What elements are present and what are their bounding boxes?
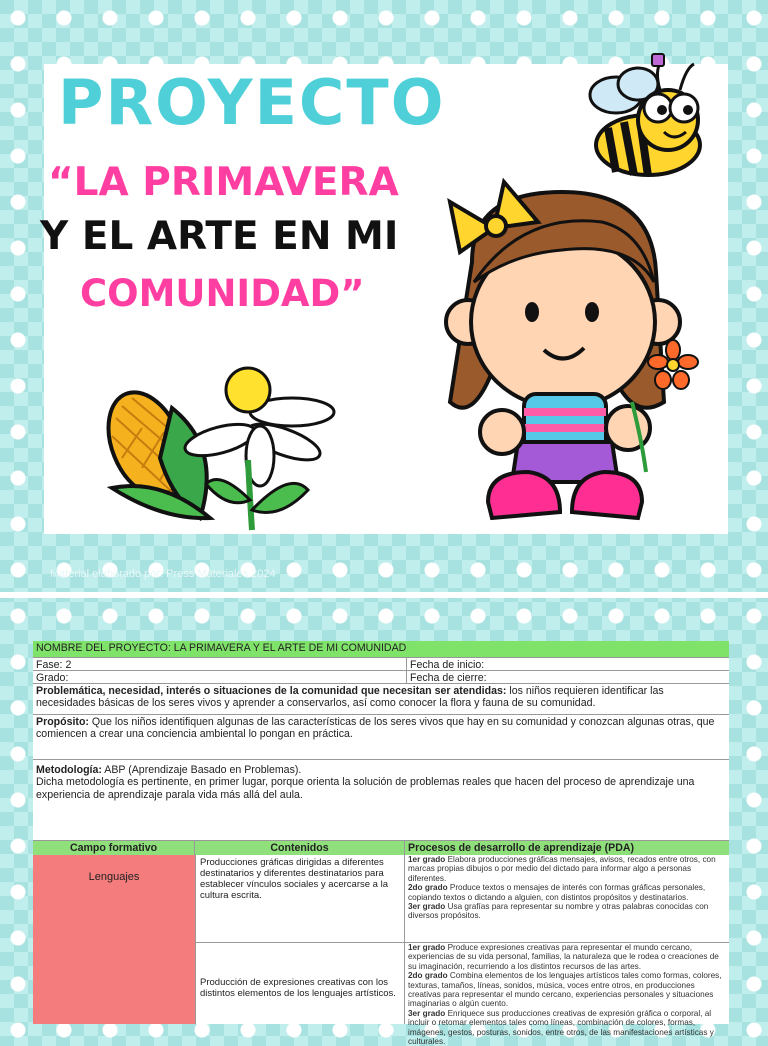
proposito-row bbox=[33, 714, 729, 759]
bee-icon bbox=[576, 50, 724, 180]
problematica-label: Problemática, necesidad, interés o situaciones de la comunidad que necesitan ser atendidas: bbox=[36, 685, 507, 697]
pda-text: Enriquece sus producciones creativas de expresión gráfica o corporal, al incluir o retomar elementos tales como líneas, combinación de colores, formas, imágenes, gestos, posturas, sonidos, entre otros, de las manifestaciones artísticas y culturales. bbox=[408, 1008, 714, 1046]
cover-title: PROYECTO bbox=[58, 66, 446, 139]
grado-row bbox=[33, 670, 729, 683]
fecha-cierre-cell: Fecha de cierre: bbox=[410, 672, 487, 684]
pda-2-cell bbox=[405, 943, 729, 1046]
pda-2-grado-2 bbox=[408, 971, 726, 1009]
proposito-label: Propósito: bbox=[36, 716, 89, 728]
fase-cell: Fase: 2 bbox=[33, 658, 407, 670]
pda-1-grado-1 bbox=[408, 855, 726, 883]
metodologia-description: Dicha metodología es pertinente, en primer lugar, porque orienta la solución de problemas reales que hacen del proceso de aprendizaje una experiencia de aprendizaje parala vida más allá del aula. bbox=[36, 776, 695, 801]
pda-grado-label: 2do grado bbox=[408, 883, 448, 893]
column-header-pda: Procesos de desarrollo de aprendizaje (PDA) bbox=[408, 842, 635, 854]
grado-cell: Grado: bbox=[33, 671, 407, 683]
planning-sheet-page bbox=[0, 598, 768, 1046]
fase-row bbox=[33, 657, 729, 670]
daisy-flower-icon bbox=[180, 360, 340, 530]
column-header-row bbox=[33, 840, 729, 855]
problematica-row bbox=[33, 683, 729, 714]
metodologia-row bbox=[33, 759, 729, 840]
pda-text: Produce expresiones creativas para representar el mundo cercano, experiencias de su vida personal, familias, la naturaleza que le rodea o creaciones de su imaginación, recurriendo a los distintos recursos de las artes. bbox=[408, 943, 719, 971]
pda-grado-label: 2do grado bbox=[408, 971, 448, 981]
campo-formativo-label: Lenguajes bbox=[88, 871, 140, 883]
pda-text: Usa grafías para representar su nombre y otras palabras conocidas con diversos propósitos. bbox=[408, 902, 709, 921]
pda-grado-label: 3er grado bbox=[408, 902, 446, 912]
pda-grado-label: 1er grado bbox=[408, 943, 446, 952]
metodologia-text: ABP (Aprendizaje Basado en Problemas). bbox=[101, 764, 302, 776]
column-header-contenidos: Contenidos bbox=[195, 841, 405, 855]
pda-text: Produce textos o mensajes de interés con formas gráficas personales, copiando textos o dictando a alguien, con distintos propósitos y destinatarios. bbox=[408, 883, 706, 902]
pda-1-cell bbox=[405, 855, 729, 942]
table-body bbox=[33, 855, 729, 1046]
pda-grado-label: 3er grado bbox=[408, 1008, 446, 1018]
pda-grado-label: 1er grado bbox=[408, 855, 446, 864]
orange-flower-icon bbox=[648, 340, 698, 390]
pda-1-grado-2 bbox=[408, 883, 726, 902]
cover-credit: Material elaborado por: Press Materiales 2024 bbox=[50, 568, 276, 580]
contenido-2-cell bbox=[195, 943, 405, 1024]
campo-formativo-cell bbox=[33, 855, 195, 1024]
cover-subtitle-line-1: “LA PRIMAVERA bbox=[48, 160, 399, 205]
pda-text: Combina elementos de los lenguajes artísticos tales como formas, colores, texturas, tamaños, líneas, sonidos, música, voces entre otros, en producciones creativas para representar el mundo cercano, experiencias personales y situaciones imaginarias o algún cuento. bbox=[408, 971, 722, 1009]
cover-subtitle-line-3: COMUNIDAD” bbox=[80, 272, 365, 315]
contenido-1-cell bbox=[195, 855, 405, 942]
pda-1-grado-3 bbox=[408, 902, 726, 921]
pda-2-grado-3 bbox=[408, 1009, 726, 1046]
column-header-campo: Campo formativo bbox=[33, 841, 195, 855]
problematica-text: los niños requieren identificar las necesidades básicas de los seres vivos y aprender a conservarlos, así como conocer la flora y fauna de su comunidad. bbox=[36, 685, 664, 710]
pda-2-grado-1 bbox=[408, 943, 726, 971]
pda-text: Elabora producciones gráficas mensajes, avisos, recados entre otros, con marcas propias dibujos o por medio del dictado para informar algo a personas diferentes. bbox=[408, 855, 716, 883]
fecha-inicio-cell: Fecha de inicio: bbox=[410, 659, 485, 671]
proposito-text: Que los niños identifiquen algunas de las características de los seres vivos que hay en su comunidad y conozcan algunas otras, que comiencen a crear una conciencia ambiental lo pongan en práctica. bbox=[36, 716, 715, 741]
project-name-row: NOMBRE DEL PROYECTO: LA PRIMAVERA Y EL ARTE DE MI COMUNIDAD bbox=[33, 641, 729, 657]
cover-subtitle-line-2: Y EL ARTE EN MI bbox=[40, 214, 399, 259]
planning-table bbox=[33, 641, 729, 1046]
metodologia-label: Metodología: bbox=[36, 764, 102, 776]
contenido-2-text: Producción de expresiones creativas con los distintos elementos de los lenguajes artísticos. bbox=[200, 977, 396, 999]
contenido-1-text: Producciones gráficas dirigidas a diferentes destinatarios y diferentes destinatarios para establecer vínculos sociales y acercarse a la cultura escrita. bbox=[200, 857, 388, 901]
